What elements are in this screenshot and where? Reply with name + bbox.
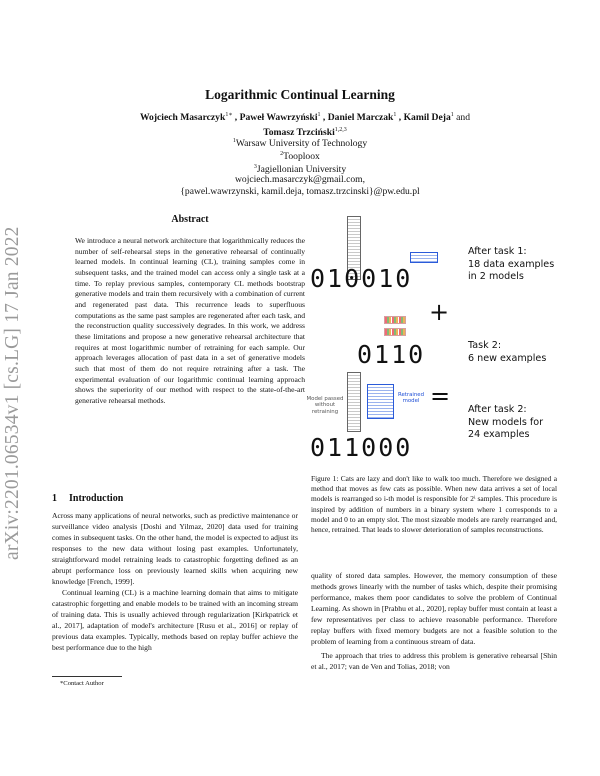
author-affil-sup: 1	[450, 112, 454, 118]
binary-row-3: 011000	[310, 433, 413, 462]
paragraph: Across many applications of neural networks, such as predictive maintenance or surveillance video analysis [Doshi and Yilmaz, 2020] data used for training comes in subsequent tasks. On the other hand, the model is expected to adjust its responses to the new data without losing past examples. Unfortunately, straightforward model retraining leads to catastrophic forgetting defined as an abrupt performance loss on previously learned skills when acquiring new knowledge [French, 1999].	[52, 511, 298, 586]
new-data-samples	[384, 328, 406, 336]
author-affil-sup: 1,2,3	[334, 127, 347, 134]
binary-row-2: 0110	[357, 340, 426, 369]
email-line: wojciech.masarczyk@gmail.com,	[234, 174, 366, 185]
equals-sign: =	[430, 382, 451, 410]
author-list: Wojciech Masarczyk$^{1∗}$ , Paweł Wawrzyński$^1$ , Daniel Marczak$^1$ , Kamil Deja$^1$ and Tomasz Trzciński$^{1,2,3}$	[139, 112, 471, 139]
model-stack-kept	[347, 372, 361, 432]
paper-title: Logarithmic Continual Learning	[205, 87, 395, 102]
paragraph: quality of stored data samples. However, the memory consumption of these methods grows linearly with the number of tasks which, despite their promising performance, makes them poor candidates to solve the problem of Continual Learning. As shown in [Prabhu et al., 2020], replay buffer must contain at least a few representatives per class to achieve reasonable performance. Therefore replay buffers with fixed memory budgets are not a feasible solution to the problem of learning from a continuous stream of data.	[311, 571, 557, 646]
figure-caption: Figure 1: Cats are lazy and don't like to walk too much. Therefore we designed a method that moves as few cats as possible. When new data arrives a set of local models is rearranged so i-th model is responsible for 2ⁱ samples. This procedure is inspired by addition of numbers in a binary system where 1 corresponds to a model and 0 to an empty slot. The most sizeable models are rarely rearranged and, hence, retrained. That leads to slower deterioration of samples reconstructions.	[311, 474, 557, 535]
intro-left-column	[52, 510, 298, 653]
model-stack-retrained	[367, 384, 394, 419]
paragraph: The approach that tries to address this problem is generative rehearsal [Shin et al., 2017; van de Ven and Tolias, 2018; von	[311, 651, 557, 671]
author-name: Wojciech Masarczyk	[139, 112, 226, 124]
abstract-body: We introduce a neural network architecture that logarithmically reduces the number of self-rehearsal steps in the generative rehearsal of continually learned models. In continual learning (CL), training samples come in subsequent tasks, and the trained model can access only a single task at a time. To replay previous samples, contemporary CL methods bootstrap generative models and train them recursively with a combination of current and regenerated past data. This recurrence leads to superfluous computations as the same past samples are regenerated after each task, and the reconstruction quality successively degrades. In this work, we address these limitations and propose a new generative rehearsal architecture that requires at most logarithmic number of retraining for each sample. Our approach leverages allocation of past data in a set of generative models such that most of them do not require retraining after a task. The experimental evaluation of our logarithmic continual learning approach shows the superiority of our method with respect to the state-of-the-art generative rehearsal methods.	[75, 236, 305, 405]
abstract-heading: Abstract	[171, 214, 209, 225]
email-line: {pawel.wawrzynski, kamil.deja, tomasz.trzcinski}@pw.edu.pl	[180, 186, 420, 197]
author-affil-sup: 1	[393, 112, 397, 118]
section-number: 1	[52, 493, 57, 504]
model-stack-small-retrained	[410, 252, 438, 263]
section-title: Introduction	[69, 493, 124, 504]
footnote: *Contact Author	[60, 680, 104, 687]
footnote-rule	[52, 676, 122, 677]
plus-sign: +	[429, 298, 450, 326]
author-name: Kamil Deja	[403, 112, 451, 124]
affiliation: $^1$Warsaw University of Technology	[232, 138, 368, 150]
annotation-after-task-2: After task 2: New models for 24 examples	[468, 404, 544, 440]
model-passed-label: Model passed without retraining	[306, 396, 344, 415]
retrained-model-label: Retrained model	[397, 392, 425, 405]
arxiv-identifier: arXiv:2201.06534v1 [cs.LG] 17 Jan 2022	[2, 226, 23, 560]
paragraph: Continual learning (CL) is a machine learning domain that aims to mitigate catastrophic forgetting and enable models to be trained with an incoming stream of training data. This is usually achieved through regularization [Kirkpatrick et al., 2017], adaptation of model's architecture [Rusu et al., 2016] or replay of previous data examples. Typically, methods based on replay buffer achieve the best performance due to the high	[52, 588, 298, 652]
new-data-samples	[384, 316, 406, 324]
section-heading	[52, 493, 123, 504]
author-and: and	[456, 112, 471, 124]
author-affil-sup: 1∗	[225, 112, 233, 118]
affiliation: $^2$Tooploox	[280, 151, 320, 163]
binary-row-1: 010010	[310, 264, 413, 293]
figure-1	[300, 214, 580, 469]
annotation-after-task-1: After task 1: 18 data examples in 2 models	[468, 246, 555, 282]
affiliation: $^3$Jagiellonian University	[253, 164, 347, 176]
author-affil-sup: 1	[317, 112, 321, 118]
annotation-task-2: Task 2: 6 new examples	[468, 340, 547, 364]
author-name: Tomasz Trzciński	[263, 127, 335, 139]
author-name: Daniel Marczak	[327, 112, 394, 124]
author-name: Paweł Wawrzyński	[239, 112, 318, 124]
intro-right-column	[311, 570, 557, 672]
